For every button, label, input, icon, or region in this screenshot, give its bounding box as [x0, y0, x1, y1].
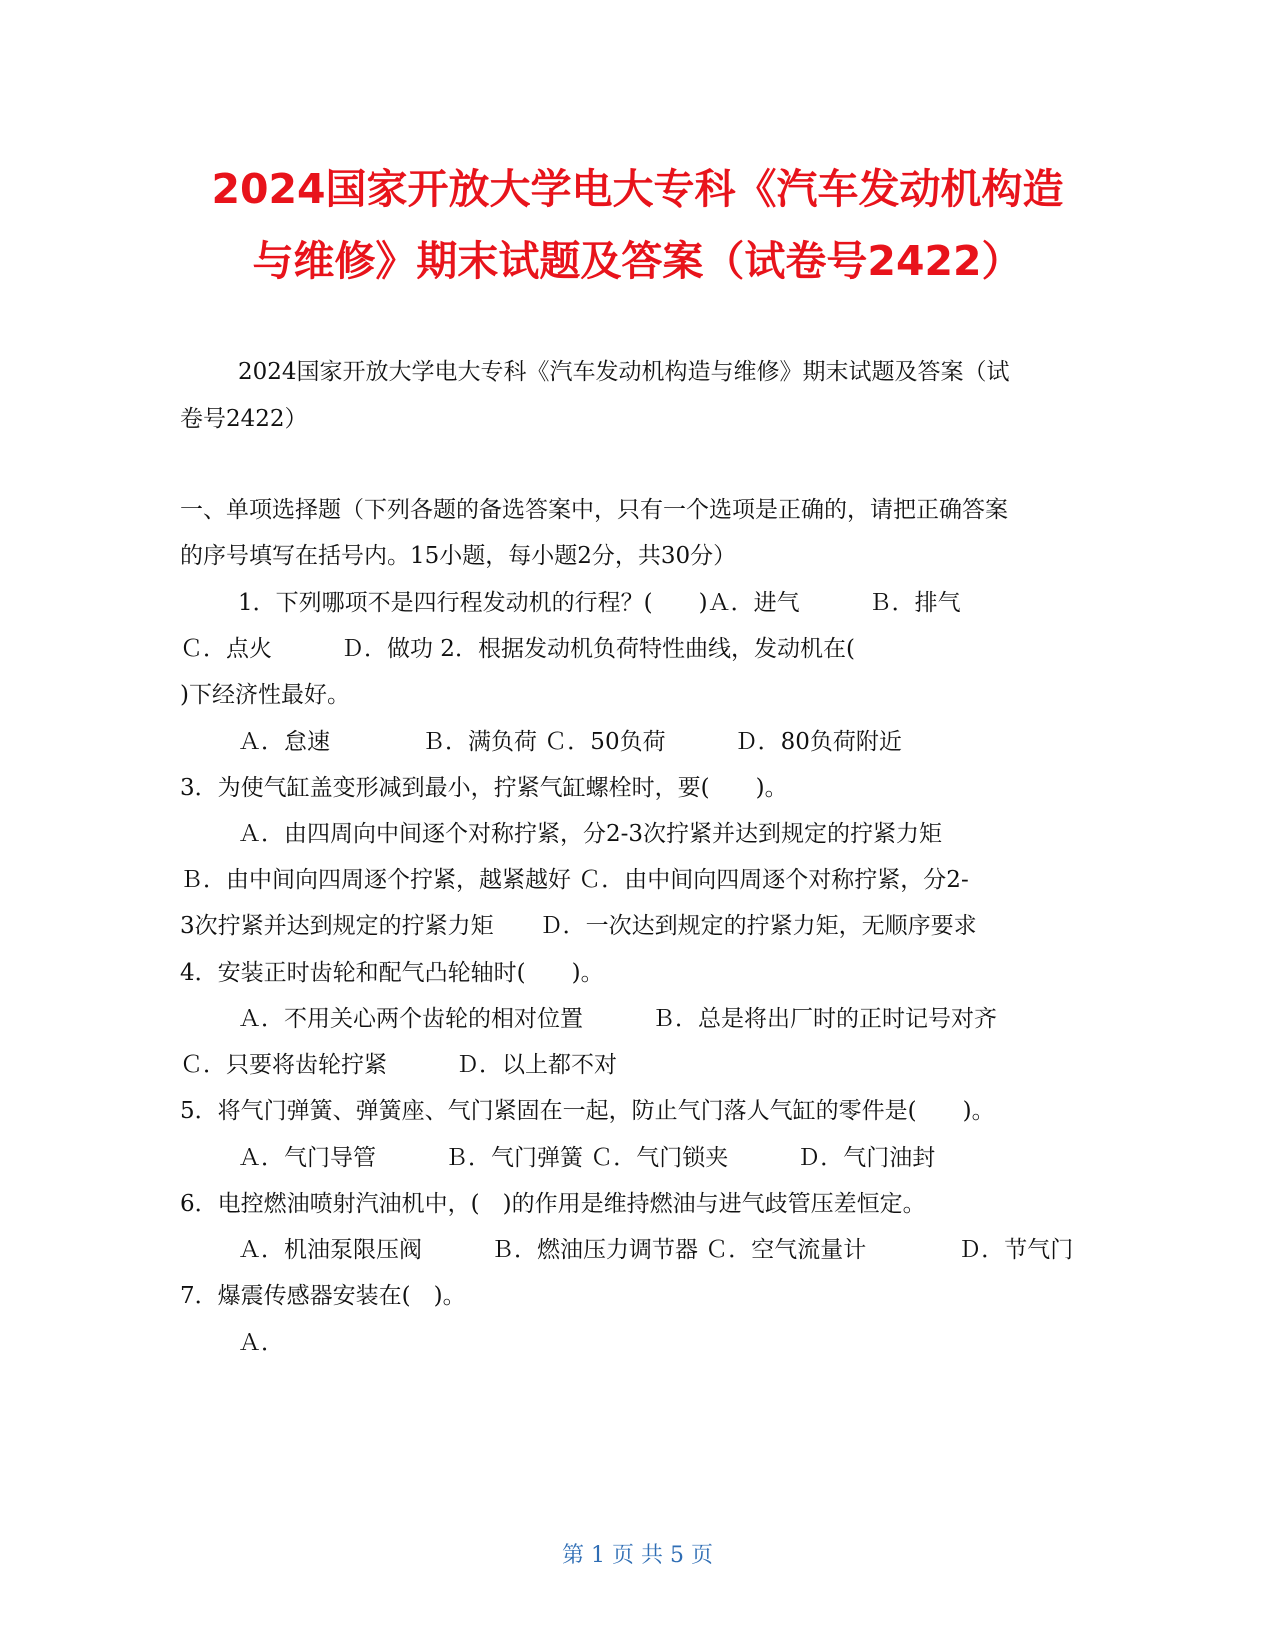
- question-4-options-a-b: Ａ．不用关心两个齿轮的相对位置 Ｂ．总是将出厂时的正时记号对齐: [238, 1006, 997, 1032]
- subtitle-line-1: 2024国家开放大学电大专科《汽车发动机构造与维修》期末试题及答案（试: [238, 359, 1010, 385]
- subtitle-line-2: 卷号2422）: [180, 406, 308, 432]
- question-7-option-a: Ａ．: [238, 1330, 284, 1356]
- question-1-options-question-2: Ｃ．点火 Ｄ．做功 2．根据发动机负荷特性曲线，发动机在(: [180, 636, 855, 662]
- page-number-footer: 第 1 页 共 5 页: [562, 1543, 713, 1568]
- document-title-line-1: 2024国家开放大学电大专科《汽车发动机构造: [211, 165, 1064, 213]
- question-5: 5．将气门弹簧、弹簧座、气门紧固在一起，防止气门落人气缸的零件是( )。: [180, 1098, 995, 1124]
- question-4-options-c-d: Ｃ．只要将齿轮拧紧 Ｄ．以上都不对: [180, 1052, 617, 1078]
- question-2-continued: )下经济性最好。: [180, 682, 350, 708]
- document-title-line-2: 与维修》期末试题及答案（试卷号2422）: [252, 237, 1023, 285]
- question-1: 1．下列哪项不是四行程发动机的行程？( )Ａ．进气 Ｂ．排气: [238, 590, 961, 616]
- question-3-options-b-c: Ｂ．由中间向四周逐个拧紧，越紧越好 Ｃ．由中间向四周逐个对称拧紧，分2-: [180, 867, 969, 893]
- question-5-options: Ａ．气门导管 Ｂ．气门弹簧 Ｃ．气门锁夹 Ｄ．气门油封: [238, 1145, 936, 1171]
- question-3: 3．为使气缸盖变形减到最小，拧紧气缸螺栓时，要( )。: [180, 775, 788, 801]
- question-6: 6．电控燃油喷射汽油机中，( )的作用是维持燃油与进气歧管压差恒定。: [180, 1191, 926, 1217]
- question-6-options: Ａ．机油泵限压阀 Ｂ．燃油压力调节器 Ｃ．空气流量计 Ｄ．节气门: [238, 1237, 1074, 1263]
- question-2-options: Ａ．怠速 Ｂ．满负荷 Ｃ．50负荷 Ｄ．80负荷附近: [238, 729, 902, 755]
- question-3-option-a: Ａ．由四周向中间逐个对称拧紧，分2-3次拧紧并达到规定的拧紧力矩: [238, 821, 943, 847]
- section-heading-line-1: 一、单项选择题（下列各题的备选答案中，只有一个选项是正确的，请把正确答案: [180, 497, 1008, 523]
- question-3-options-c-d: 3次拧紧并达到规定的拧紧力矩 Ｄ．一次达到规定的拧紧力矩，无顺序要求: [180, 913, 977, 939]
- section-heading-line-2: 的序号填写在括号内。15小题，每小题2分，共30分）: [180, 543, 737, 569]
- question-7: 7．爆震传感器安装在( )。: [180, 1283, 466, 1309]
- question-4: 4．安装正时齿轮和配气凸轮轴时( )。: [180, 960, 604, 986]
